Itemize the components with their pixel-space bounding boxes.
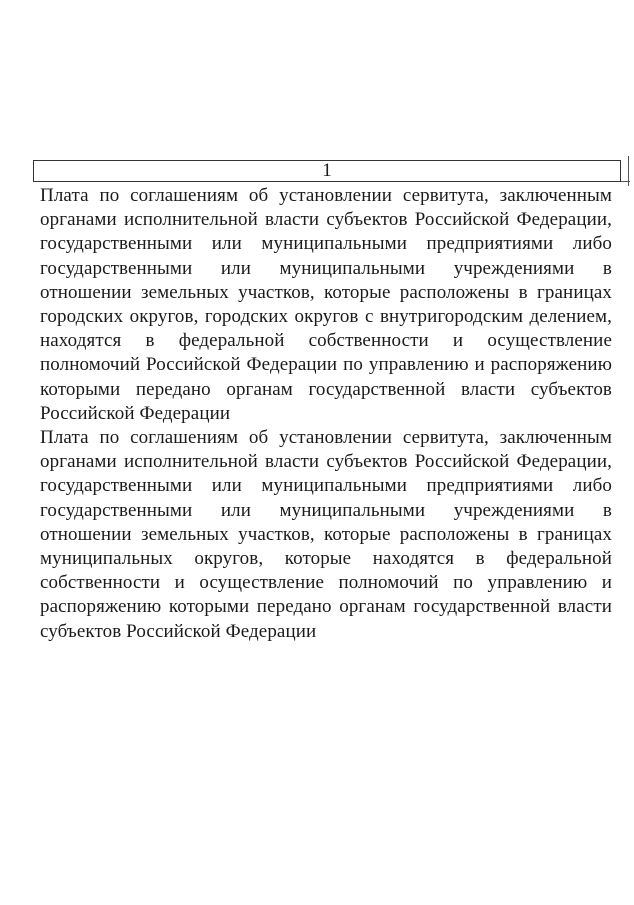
column-number: 1: [322, 160, 332, 181]
table-column-header: [33, 160, 621, 182]
table-cell-text: [40, 184, 612, 644]
revenue-item-text: Плата по соглашениям об установлении сервитута, заключенным органами исполнительной власти субъектов Российской Федерации, государственными или муниципальными предприятиями либо государственными или муниципальными учреждениями в отношении земельных участков, которые расположены в границах муниципальных округов, которые находятся в федеральной собственности и осуществление полномочий по управлению и распоряжению которыми передано органам государственной власти субъектов Российской Федерации: [40, 427, 612, 642]
table-border-tick: [621, 181, 630, 182]
revenue-item-text: Плата по соглашениям об установлении сервитута, заключенным органами исполнительной власти субъектов Российской Федерации, государственными или муниципальными предприятиями либо государственными или муниципальными учреждениями в отношении земельных участков, которые расположены в границах городских округов, городских округов с внутригородским делением, находятся в федеральной собственности и осуществление полномочий Российской Федерации по управлению и распоряжению которыми передано органам государственной власти субъектов Российской Федерации: [40, 185, 612, 424]
